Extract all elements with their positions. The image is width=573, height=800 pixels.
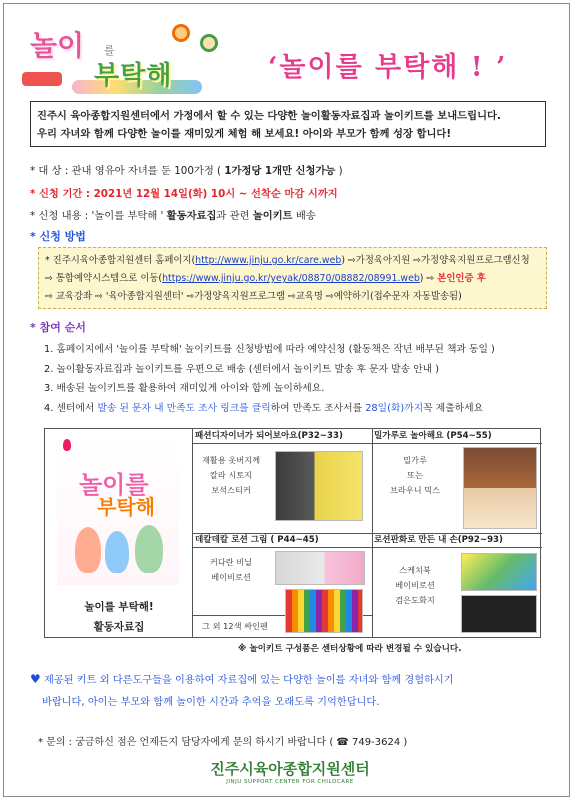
page-title: ‘놀이를 부탁해 ! ’: [268, 52, 508, 83]
target-label: * 대 상 : 관내 영유아 자녀를 둔 100가정 (: [30, 165, 225, 177]
content-end: 배송: [292, 210, 316, 222]
plastic-lotion-photo: [275, 551, 365, 585]
material-text: 재활용 옷버지께: [202, 455, 260, 465]
target-end: ): [335, 165, 343, 177]
intro-line: 우리 자녀와 함께 다양한 놀이를 재미있게 체험 해 보세요! 아이와 부모가 함께 성장 합니다!: [37, 128, 452, 140]
center-name: 진주시육아종합지원센터: [210, 760, 370, 778]
intro-line: 진주시 육아종합지원센터에서 가정에서 할 수 있는 다양한 놀이활동자료집과 놀이키트를 보내드립니다.: [37, 110, 501, 122]
method-line: [45, 270, 540, 288]
contact-info: * 문의 : 궁금하신 점은 언제든지 담당자에게 문의 하시기 바랍니다 ( ☎ 749-3624 ): [38, 737, 408, 748]
content-booklet: 활동자료집: [166, 210, 217, 222]
content-label: * 신청 내용 : '놀이를 부탁해 ': [30, 210, 167, 222]
method-line: ⇨ 교육강좌 ⇨ '육아종합지원센터' ⇨가정양육지원프로그램 ⇨교육명 ⇨예약하기(접수문자 자동발송됨): [45, 291, 462, 302]
step-text: 하여 만족도 조사서를: [270, 402, 366, 414]
step-item: 3. 배송된 놀이키트를 활용하여 재미있게 아이와 함께 놀이하세요.: [44, 383, 325, 394]
program-logo: [22, 22, 232, 96]
participation-steps: [44, 340, 495, 418]
kit-item-header: 로션판화로 만든 내 손(P92~93): [372, 533, 542, 548]
center-logo: [170, 758, 410, 785]
kit-extra-item: 그 외 12색 싸인펜: [202, 621, 268, 631]
step-text: 4. 센터에서: [44, 402, 98, 414]
identity-verification-text: 본인인증 후: [437, 273, 486, 284]
kit-item-materials: [195, 453, 267, 498]
care-homepage-link[interactable]: http://www.jinju.go.kr/care.web: [195, 255, 342, 266]
child-figure: [135, 525, 163, 573]
closing-line: 바랍니다, 아이는 부모와 함께 놀이한 시간과 추억을 오래도록 기억한답니다.: [42, 697, 380, 708]
application-period: * 신청 기간 : 2021년 12월 14일(화) 10시 ~ 선착순 마감 시까지: [30, 188, 338, 200]
step-item: 1. 홈페이지에서 '놀이를 부탁해' 놀이키트를 신청방법에 따라 예약신청 (활동책은 작년 배부된 책과 동일 ): [44, 344, 495, 355]
material-text: 커다란 비닐: [209, 557, 253, 567]
survey-deadline: 28일(화)까지: [365, 402, 424, 414]
target-info: [30, 162, 343, 177]
method-text: * 진주시육아종합지원센터 홈페이지(: [45, 255, 196, 266]
material-text: 또는: [407, 470, 423, 480]
kit-change-note: ※ 놀이키트 구성품은 센터상황에 따라 변경될 수 있습니다.: [238, 644, 462, 654]
closing-line: [30, 668, 454, 692]
method-text: ) ⇨: [419, 273, 438, 284]
kid-figure-icon: [172, 24, 190, 42]
center-name-english: JINJU SUPPORT CENTER FOR CHILDCARE: [226, 779, 354, 785]
target-limit: 1가정당 1개만 신청가능: [224, 165, 336, 177]
booklet-title: 놀이를: [79, 471, 149, 499]
reservation-system-link[interactable]: https://www.jinju.go.kr/yeyak/08870/08882/08991.web: [162, 273, 420, 284]
kit-item-materials: [195, 555, 267, 585]
material-text: 밀가루: [403, 455, 427, 465]
content-mid: 과 관련: [216, 210, 253, 222]
method-line: [45, 252, 540, 270]
material-text: 스케치북: [399, 565, 431, 575]
material-text: 보석스티커: [211, 485, 251, 495]
sign-pen-photo: [285, 589, 363, 633]
method-text: ⇨ 통합예약시스템으로 이동(: [45, 273, 163, 284]
material-text: 칼라 시토지: [209, 470, 253, 480]
booklet-caption: 활동자료집: [93, 621, 145, 633]
application-content: [30, 207, 316, 222]
material-text: 베이비로션: [211, 572, 251, 582]
logo-text-please: 부탁해: [94, 61, 173, 91]
kit-item-materials: [375, 453, 455, 498]
kit-item-header: 밀가루로 놀아해요 (P54~55): [372, 429, 542, 444]
content-kit: 놀이키트: [252, 210, 293, 222]
fabric-paper-photo: [275, 451, 363, 521]
application-method-box: [38, 247, 547, 309]
black-paper-photo: [461, 595, 537, 633]
method-text: ) ⇨가정육아지원 ⇨가정양육지원프로그램신청: [341, 255, 530, 266]
booklet-caption: 놀이를 부탁해!: [84, 601, 154, 613]
survey-link-text: 발송 된 문자 내 만족도 조사 링크를 클릭: [97, 402, 271, 414]
method-heading: * 신청 방법: [30, 230, 86, 243]
booklet-title: 부탁해: [97, 495, 155, 519]
kit-item-header: 패션디자이너가 되어보아요(P32~33): [193, 429, 372, 444]
closing-message: [30, 668, 454, 714]
kid-figure-icon: [200, 34, 218, 52]
heart-icon: ♥: [30, 672, 41, 686]
material-text: 검은도화지: [395, 595, 435, 605]
kit-contents-table: [44, 428, 541, 638]
step-text: 꼭 제출하세요: [423, 402, 484, 414]
kit-item-header: 데칼데칼 로션 그림 ( P44~45): [193, 533, 372, 548]
logo-text-play: 놀이: [30, 29, 85, 62]
booklet-cover-image: [57, 435, 179, 585]
step-item: [44, 399, 495, 419]
material-text: 브라우니 믹스: [389, 485, 441, 495]
car-icon: [22, 72, 62, 86]
sketchbook-photo: [461, 553, 537, 591]
child-figure: [63, 439, 71, 451]
material-text: 베이비로션: [395, 580, 435, 590]
logo-text-particle: 를: [104, 44, 115, 57]
step-item: 2. 놀이활동자료집과 놀이키트를 우편으로 배송 (센터에서 놀이키트 발송 후 문자 발송 안내 ): [44, 363, 440, 375]
child-figure: [105, 531, 129, 573]
child-figure: [75, 527, 101, 573]
brownie-mix-photo: [463, 447, 537, 529]
kit-item-materials: [375, 563, 455, 608]
booklet-cell: [45, 429, 193, 637]
intro-box: [30, 101, 546, 147]
steps-heading: * 참여 순서: [30, 321, 86, 334]
closing-text: 제공된 키트 외 다른도구들을 이용하여 자료집에 있는 다양한 놀이를 자녀와 함께 경험하시기: [44, 675, 454, 686]
